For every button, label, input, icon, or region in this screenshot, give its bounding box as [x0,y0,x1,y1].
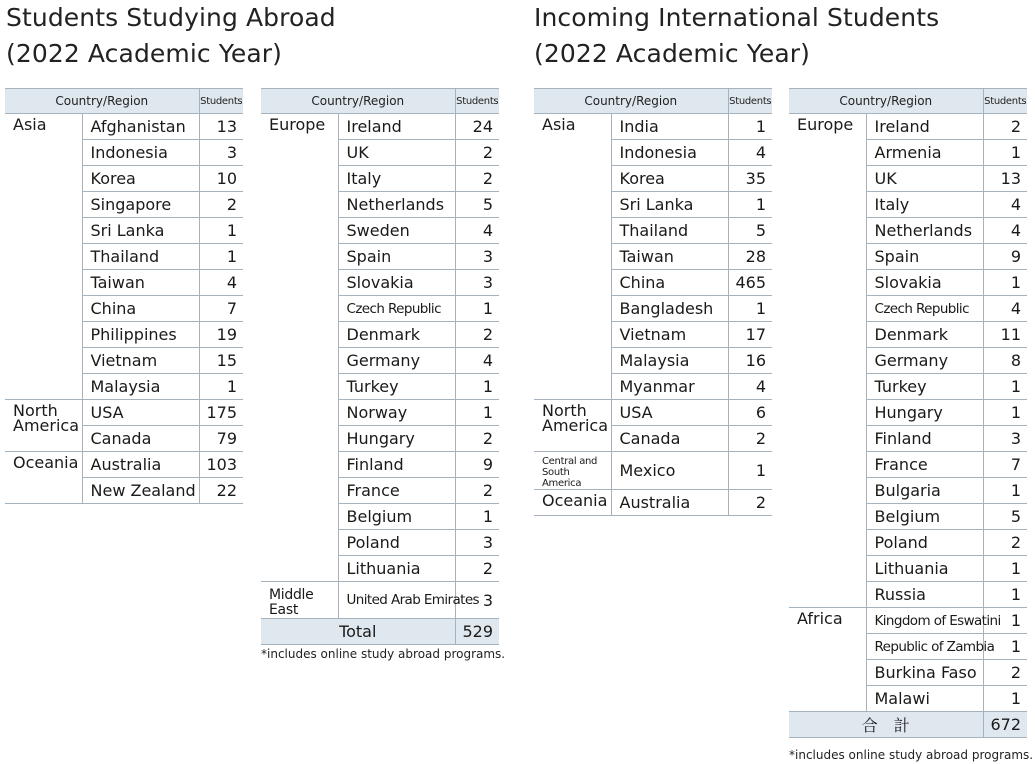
student-count: 11 [983,322,1027,348]
country-name: Netherlands [866,218,983,244]
student-count: 4 [455,348,499,374]
student-count: 1 [728,452,772,490]
student-count: 13 [983,166,1027,192]
student-count: 1 [199,374,243,400]
country-name: Poland [866,530,983,556]
student-count: 1 [983,686,1027,712]
student-count: 19 [199,322,243,348]
header-country-region: Country/Region [261,89,455,114]
student-count: 3 [455,244,499,270]
student-count: 2 [983,530,1027,556]
student-count: 1 [983,582,1027,608]
student-count: 7 [983,452,1027,478]
country-name: Burkina Faso [866,660,983,686]
table-row [534,490,772,516]
country-name: Taiwan [611,244,728,270]
student-count: 4 [983,296,1027,322]
region-label-north-america: North America [5,400,82,452]
header-country-region: Country/Region [5,89,199,114]
student-count: 4 [983,192,1027,218]
table-row [5,114,243,140]
country-name: Malaysia [611,348,728,374]
country-name: Armenia [866,140,983,166]
students-abroad-title [6,0,336,72]
table-row [5,452,243,478]
country-name: Kingdom of Eswatini [866,608,983,634]
student-count: 1 [199,218,243,244]
student-count: 1 [455,504,499,530]
student-count: 4 [455,218,499,244]
student-count: 2 [455,140,499,166]
country-name: Vietnam [611,322,728,348]
title-line-1: Incoming International Students [534,3,940,32]
student-count: 2 [728,426,772,452]
country-name: Lithuania [338,556,455,582]
student-count: 103 [199,452,243,478]
country-name: Italy [866,192,983,218]
student-count: 5 [455,192,499,218]
student-count: 1 [983,374,1027,400]
student-count: 1 [455,374,499,400]
country-name: Myanmar [611,374,728,400]
country-name: Bangladesh [611,296,728,322]
country-name: Spain [338,244,455,270]
country-name: UK [338,140,455,166]
title-line-2: (2022 Academic Year) [6,39,282,68]
country-name: Ireland [866,114,983,140]
student-count: 1 [728,114,772,140]
student-count: 4 [728,140,772,166]
student-count: 35 [728,166,772,192]
country-name: Malaysia [82,374,199,400]
abroad-table-asia-americas-oceania [5,88,243,504]
country-name: Turkey [338,374,455,400]
country-name: Denmark [866,322,983,348]
country-name: Vietnam [82,348,199,374]
country-name: Korea [611,166,728,192]
country-name: Sri Lanka [82,218,199,244]
table-row [789,114,1027,140]
table-row [534,114,772,140]
country-name: United Arab Emirates [338,582,455,619]
student-count: 28 [728,244,772,270]
student-count: 4 [728,374,772,400]
country-name: Hungary [866,400,983,426]
student-count: 13 [199,114,243,140]
total-label: Total [261,619,455,645]
country-name: Australia [611,490,728,516]
student-count: 1 [983,556,1027,582]
country-name: France [338,478,455,504]
header-students: Students [455,89,499,114]
country-name: Canada [611,426,728,452]
header-country-region: Country/Region [789,89,983,114]
student-count: 1 [455,400,499,426]
total-value: 672 [983,712,1027,738]
country-name: Australia [82,452,199,478]
student-count: 6 [728,400,772,426]
country-name: New Zealand [82,478,199,504]
student-count: 1 [983,400,1027,426]
country-name: Slovakia [338,270,455,296]
student-count: 10 [199,166,243,192]
country-name: Canada [82,426,199,452]
total-row [789,712,1027,738]
total-value: 529 [455,619,499,645]
country-name: Malawi [866,686,983,712]
student-count: 2 [983,114,1027,140]
country-name: Finland [866,426,983,452]
student-count: 175 [199,400,243,426]
incoming-table-asia-americas-oceania [534,88,772,516]
student-count: 5 [983,504,1027,530]
student-count: 2 [983,660,1027,686]
student-count: 1 [983,140,1027,166]
country-name: Taiwan [82,270,199,296]
country-name: Denmark [338,322,455,348]
country-name: Afghanistan [82,114,199,140]
student-count: 2 [455,478,499,504]
region-label-europe: Europe [789,114,866,608]
country-name: Spain [866,244,983,270]
country-name: Sweden [338,218,455,244]
student-count: 3 [455,582,499,619]
region-label-oceania: Oceania [534,490,611,516]
title-line-2: (2022 Academic Year) [534,39,810,68]
student-count: 3 [199,140,243,166]
student-count: 22 [199,478,243,504]
student-count: 5 [728,218,772,244]
country-name: Slovakia [866,270,983,296]
table-row [261,114,499,140]
table-row [5,400,243,426]
country-name: Indonesia [82,140,199,166]
student-count: 15 [199,348,243,374]
student-count: 4 [199,270,243,296]
student-count: 1 [199,244,243,270]
student-count: 24 [455,114,499,140]
student-count: 2 [455,556,499,582]
country-name: Mexico [611,452,728,490]
country-name: Indonesia [611,140,728,166]
header-students: Students [983,89,1027,114]
student-count: 2 [455,426,499,452]
region-label-asia: Asia [5,114,82,400]
student-count: 465 [728,270,772,296]
country-name: USA [611,400,728,426]
country-name: Finland [338,452,455,478]
country-name: Singapore [82,192,199,218]
student-count: 79 [199,426,243,452]
region-label-asia: Asia [534,114,611,400]
title-line-1: Students Studying Abroad [6,3,336,32]
student-count: 2 [728,490,772,516]
country-name: Hungary [338,426,455,452]
country-name: Lithuania [866,556,983,582]
total-row [261,619,499,645]
student-count: 9 [455,452,499,478]
country-name: China [611,270,728,296]
country-name: Thailand [82,244,199,270]
table-row [261,582,499,619]
country-name: Sri Lanka [611,192,728,218]
incoming-footnote: *includes online study abroad programs. [789,748,1034,762]
student-count: 16 [728,348,772,374]
student-count: 8 [983,348,1027,374]
country-name: Czech Republic [866,296,983,322]
country-name: Ireland [338,114,455,140]
country-name: India [611,114,728,140]
country-name: Netherlands [338,192,455,218]
student-count: 7 [199,296,243,322]
student-count: 2 [455,166,499,192]
table-row [789,608,1027,634]
country-name: Belgium [338,504,455,530]
student-count: 2 [455,322,499,348]
region-label-africa: Africa [789,608,866,712]
header-country-region: Country/Region [534,89,728,114]
header-students: Students [728,89,772,114]
country-name: Korea [82,166,199,192]
country-name: Poland [338,530,455,556]
region-label-oceania: Oceania [5,452,82,504]
abroad-table-europe-middle-east [261,88,499,645]
student-count: 4 [983,218,1027,244]
country-name: Russia [866,582,983,608]
country-name: Thailand [611,218,728,244]
header-students: Students [199,89,243,114]
student-count: 3 [983,426,1027,452]
country-name: Germany [866,348,983,374]
total-label: 合 計 [789,712,983,738]
region-label-europe: Europe [261,114,338,582]
student-count: 1 [983,478,1027,504]
student-count: 3 [455,530,499,556]
student-count: 1 [728,192,772,218]
country-name: China [82,296,199,322]
student-count: 1 [983,634,1027,660]
country-name: UK [866,166,983,192]
incoming-students-title [534,0,939,72]
country-name: Republic of Zambia [866,634,983,660]
student-count: 1 [728,296,772,322]
country-name: Italy [338,166,455,192]
region-label-central-and-south-america: Central and South America [534,452,611,490]
table-row [534,452,772,490]
student-count: 3 [455,270,499,296]
region-label-middle-east: Middle East [261,582,338,619]
country-name: USA [82,400,199,426]
country-name: France [866,452,983,478]
abroad-footnote: *includes online study abroad programs. [261,647,506,661]
student-count: 1 [455,296,499,322]
country-name: Belgium [866,504,983,530]
country-name: Norway [338,400,455,426]
student-count: 9 [983,244,1027,270]
country-name: Philippines [82,322,199,348]
country-name: Turkey [866,374,983,400]
country-name: Bulgaria [866,478,983,504]
country-name: Germany [338,348,455,374]
country-name: Czech Republic [338,296,455,322]
student-count: 17 [728,322,772,348]
table-row [534,400,772,426]
student-count: 1 [983,608,1027,634]
region-label-north-america: North America [534,400,611,452]
student-count: 2 [199,192,243,218]
student-count: 1 [983,270,1027,296]
incoming-table-europe-africa [789,88,1027,738]
